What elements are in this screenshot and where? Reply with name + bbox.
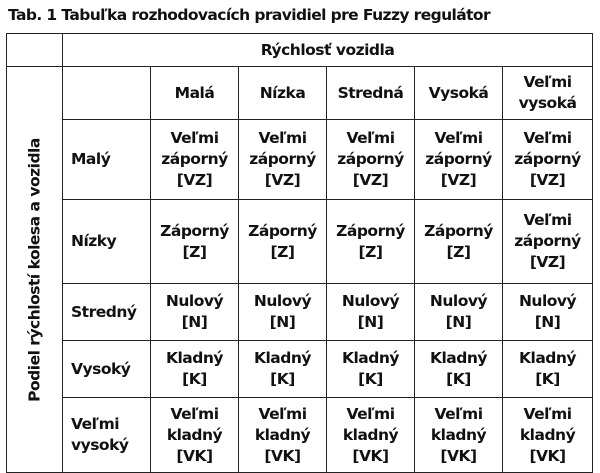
row-header <box>63 341 151 398</box>
rule-cell-line: [VZ] <box>440 171 477 189</box>
rule-cell <box>503 341 593 398</box>
rule-cell-line: Kladný <box>341 349 400 367</box>
rule-cell <box>239 398 327 473</box>
table-row <box>7 120 593 200</box>
rule-cell-line: [VZ] <box>176 171 213 189</box>
column-header-line: Vysoká <box>428 83 489 102</box>
row-header-line: Stredný <box>71 302 137 321</box>
rule-cell-line: [K] <box>535 370 560 388</box>
column-header-5 <box>503 67 593 120</box>
rule-cell-line: [VZ] <box>529 253 566 271</box>
table-caption: Tab. 1 Tabuľka rozhodovacích pravidiel pre Fuzzy regulátor <box>8 6 491 24</box>
rule-cell-line: [VK] <box>440 446 477 465</box>
rule-cell <box>327 341 415 398</box>
rule-cell-line: kladný <box>342 425 399 444</box>
table-row <box>7 398 593 473</box>
rule-cell-line: Kladný <box>165 349 224 367</box>
rule-cell-line: [N] <box>181 313 208 331</box>
rule-cell <box>327 284 415 341</box>
column-header-3 <box>327 67 415 120</box>
rule-cell <box>415 120 503 200</box>
rule-cell-line: [K] <box>446 370 471 388</box>
rule-cell-line: [N] <box>534 313 561 331</box>
rule-cell-line: [VK] <box>352 446 389 465</box>
header-spacer-cell <box>63 67 151 120</box>
rule-cell <box>503 398 593 473</box>
rule-cell <box>239 341 327 398</box>
rule-cell-line: záporný <box>249 150 316 168</box>
rule-cell-line: [VK] <box>176 446 213 465</box>
rule-cell-line: [VK] <box>529 446 566 465</box>
decision-rules-table <box>6 33 593 473</box>
rule-cell-line: Veľmi <box>170 404 219 423</box>
rule-cell-line: Veľmi <box>346 129 395 147</box>
rule-cell-line: Nulový <box>429 292 488 310</box>
rule-cell-line: [VZ] <box>264 171 301 189</box>
column-header-line: vysoká <box>518 94 577 112</box>
rule-cell <box>503 284 593 341</box>
rule-cell <box>239 120 327 200</box>
rule-cell-line: Záporný <box>336 221 405 240</box>
rule-cell-line: záporný <box>337 150 404 168</box>
table-row <box>7 284 593 341</box>
row-header-line: Nízky <box>71 232 117 250</box>
rule-cell-line: [Z] <box>358 242 383 261</box>
rule-cell-line: Veľmi <box>258 404 307 423</box>
row-header-line: vysoký <box>71 436 129 454</box>
rule-cell-line: Veľmi <box>523 129 572 147</box>
rule-cell-line: Nulový <box>253 292 312 310</box>
rule-cell <box>151 398 239 473</box>
rule-cell-line: záporný <box>514 150 581 168</box>
column-group-header-row <box>7 34 593 67</box>
rule-cell-line: kladný <box>166 425 223 444</box>
rule-cell-line: [Z] <box>446 242 471 261</box>
rule-cell-line: Záporný <box>160 221 229 240</box>
rule-cell-line: [N] <box>269 313 296 331</box>
column-group-header: Rýchlosť vozidla <box>63 34 593 67</box>
column-header-line: Stredná <box>337 83 404 102</box>
rule-cell-line: Veľmi <box>434 404 483 423</box>
rule-cell-line: Veľmi <box>523 404 572 423</box>
rule-cell-line: [N] <box>357 313 384 331</box>
row-header-line: Veľmi <box>71 415 120 433</box>
rule-cell <box>239 284 327 341</box>
column-header-1 <box>151 67 239 120</box>
rule-cell-line: [Z] <box>182 242 207 261</box>
rule-cell-line: Veľmi <box>434 129 483 147</box>
rule-cell <box>151 200 239 284</box>
row-group-header-cell <box>7 67 63 473</box>
rule-cell <box>415 398 503 473</box>
rule-cell-line: Záporný <box>248 221 317 240</box>
rule-cell <box>503 200 593 284</box>
rule-cell-line: kladný <box>519 425 576 444</box>
rule-cell <box>151 284 239 341</box>
rule-cell-line: [VK] <box>264 446 301 465</box>
row-header <box>63 398 151 473</box>
rule-cell <box>327 120 415 200</box>
rule-cell-line: [VZ] <box>529 171 566 189</box>
rule-cell-line: Kladný <box>429 349 488 367</box>
rule-cell-line: Nulový <box>341 292 400 310</box>
rule-cell-line: [K] <box>182 370 207 388</box>
rule-cell-line: Kladný <box>519 349 577 367</box>
row-header-line: Vysoký <box>71 359 131 378</box>
rule-cell <box>151 120 239 200</box>
column-header-line: Veľmi <box>523 73 572 91</box>
column-header-4 <box>415 67 503 120</box>
rule-cell-line: Veľmi <box>523 211 572 229</box>
rule-cell-line: záporný <box>161 150 228 168</box>
rule-cell-line: [K] <box>270 370 295 388</box>
rule-cell-line: záporný <box>514 232 581 250</box>
column-header-2 <box>239 67 327 120</box>
column-header-line: Nízka <box>259 83 306 102</box>
rule-cell-line: kladný <box>254 425 311 444</box>
rule-cell <box>503 120 593 200</box>
column-header-row <box>7 67 593 120</box>
rule-cell-line: [N] <box>445 313 472 331</box>
row-header-line: Malý <box>71 150 111 168</box>
rule-cell <box>151 341 239 398</box>
rule-cell <box>239 200 327 284</box>
rule-cell-line: [Z] <box>270 242 295 261</box>
rule-cell <box>415 341 503 398</box>
column-header-line: Malá <box>174 83 215 102</box>
rule-cell-line: kladný <box>430 425 487 444</box>
rule-cell-line: Veľmi <box>170 129 219 147</box>
row-header <box>63 200 151 284</box>
rule-cell-line: Záporný <box>424 221 493 240</box>
rule-cell-line: [VZ] <box>352 171 389 189</box>
corner-cell <box>7 34 63 67</box>
rule-cell <box>327 398 415 473</box>
row-group-header: Podiel rýchlostí kolesa a vozidla <box>25 137 43 402</box>
rule-cell-line: Veľmi <box>346 404 395 423</box>
rule-cell-line: Nulový <box>518 292 577 310</box>
rule-cell-line: Kladný <box>253 349 312 367</box>
table-row <box>7 200 593 284</box>
rule-cell <box>415 284 503 341</box>
rule-cell-line: [K] <box>358 370 383 388</box>
rule-cell-line: Veľmi <box>258 129 307 147</box>
rule-cell-line: záporný <box>425 150 492 168</box>
rule-cell <box>415 200 503 284</box>
row-header <box>63 284 151 341</box>
row-header <box>63 120 151 200</box>
table-row <box>7 341 593 398</box>
rule-cell-line: Nulový <box>165 292 224 310</box>
rule-cell <box>327 200 415 284</box>
